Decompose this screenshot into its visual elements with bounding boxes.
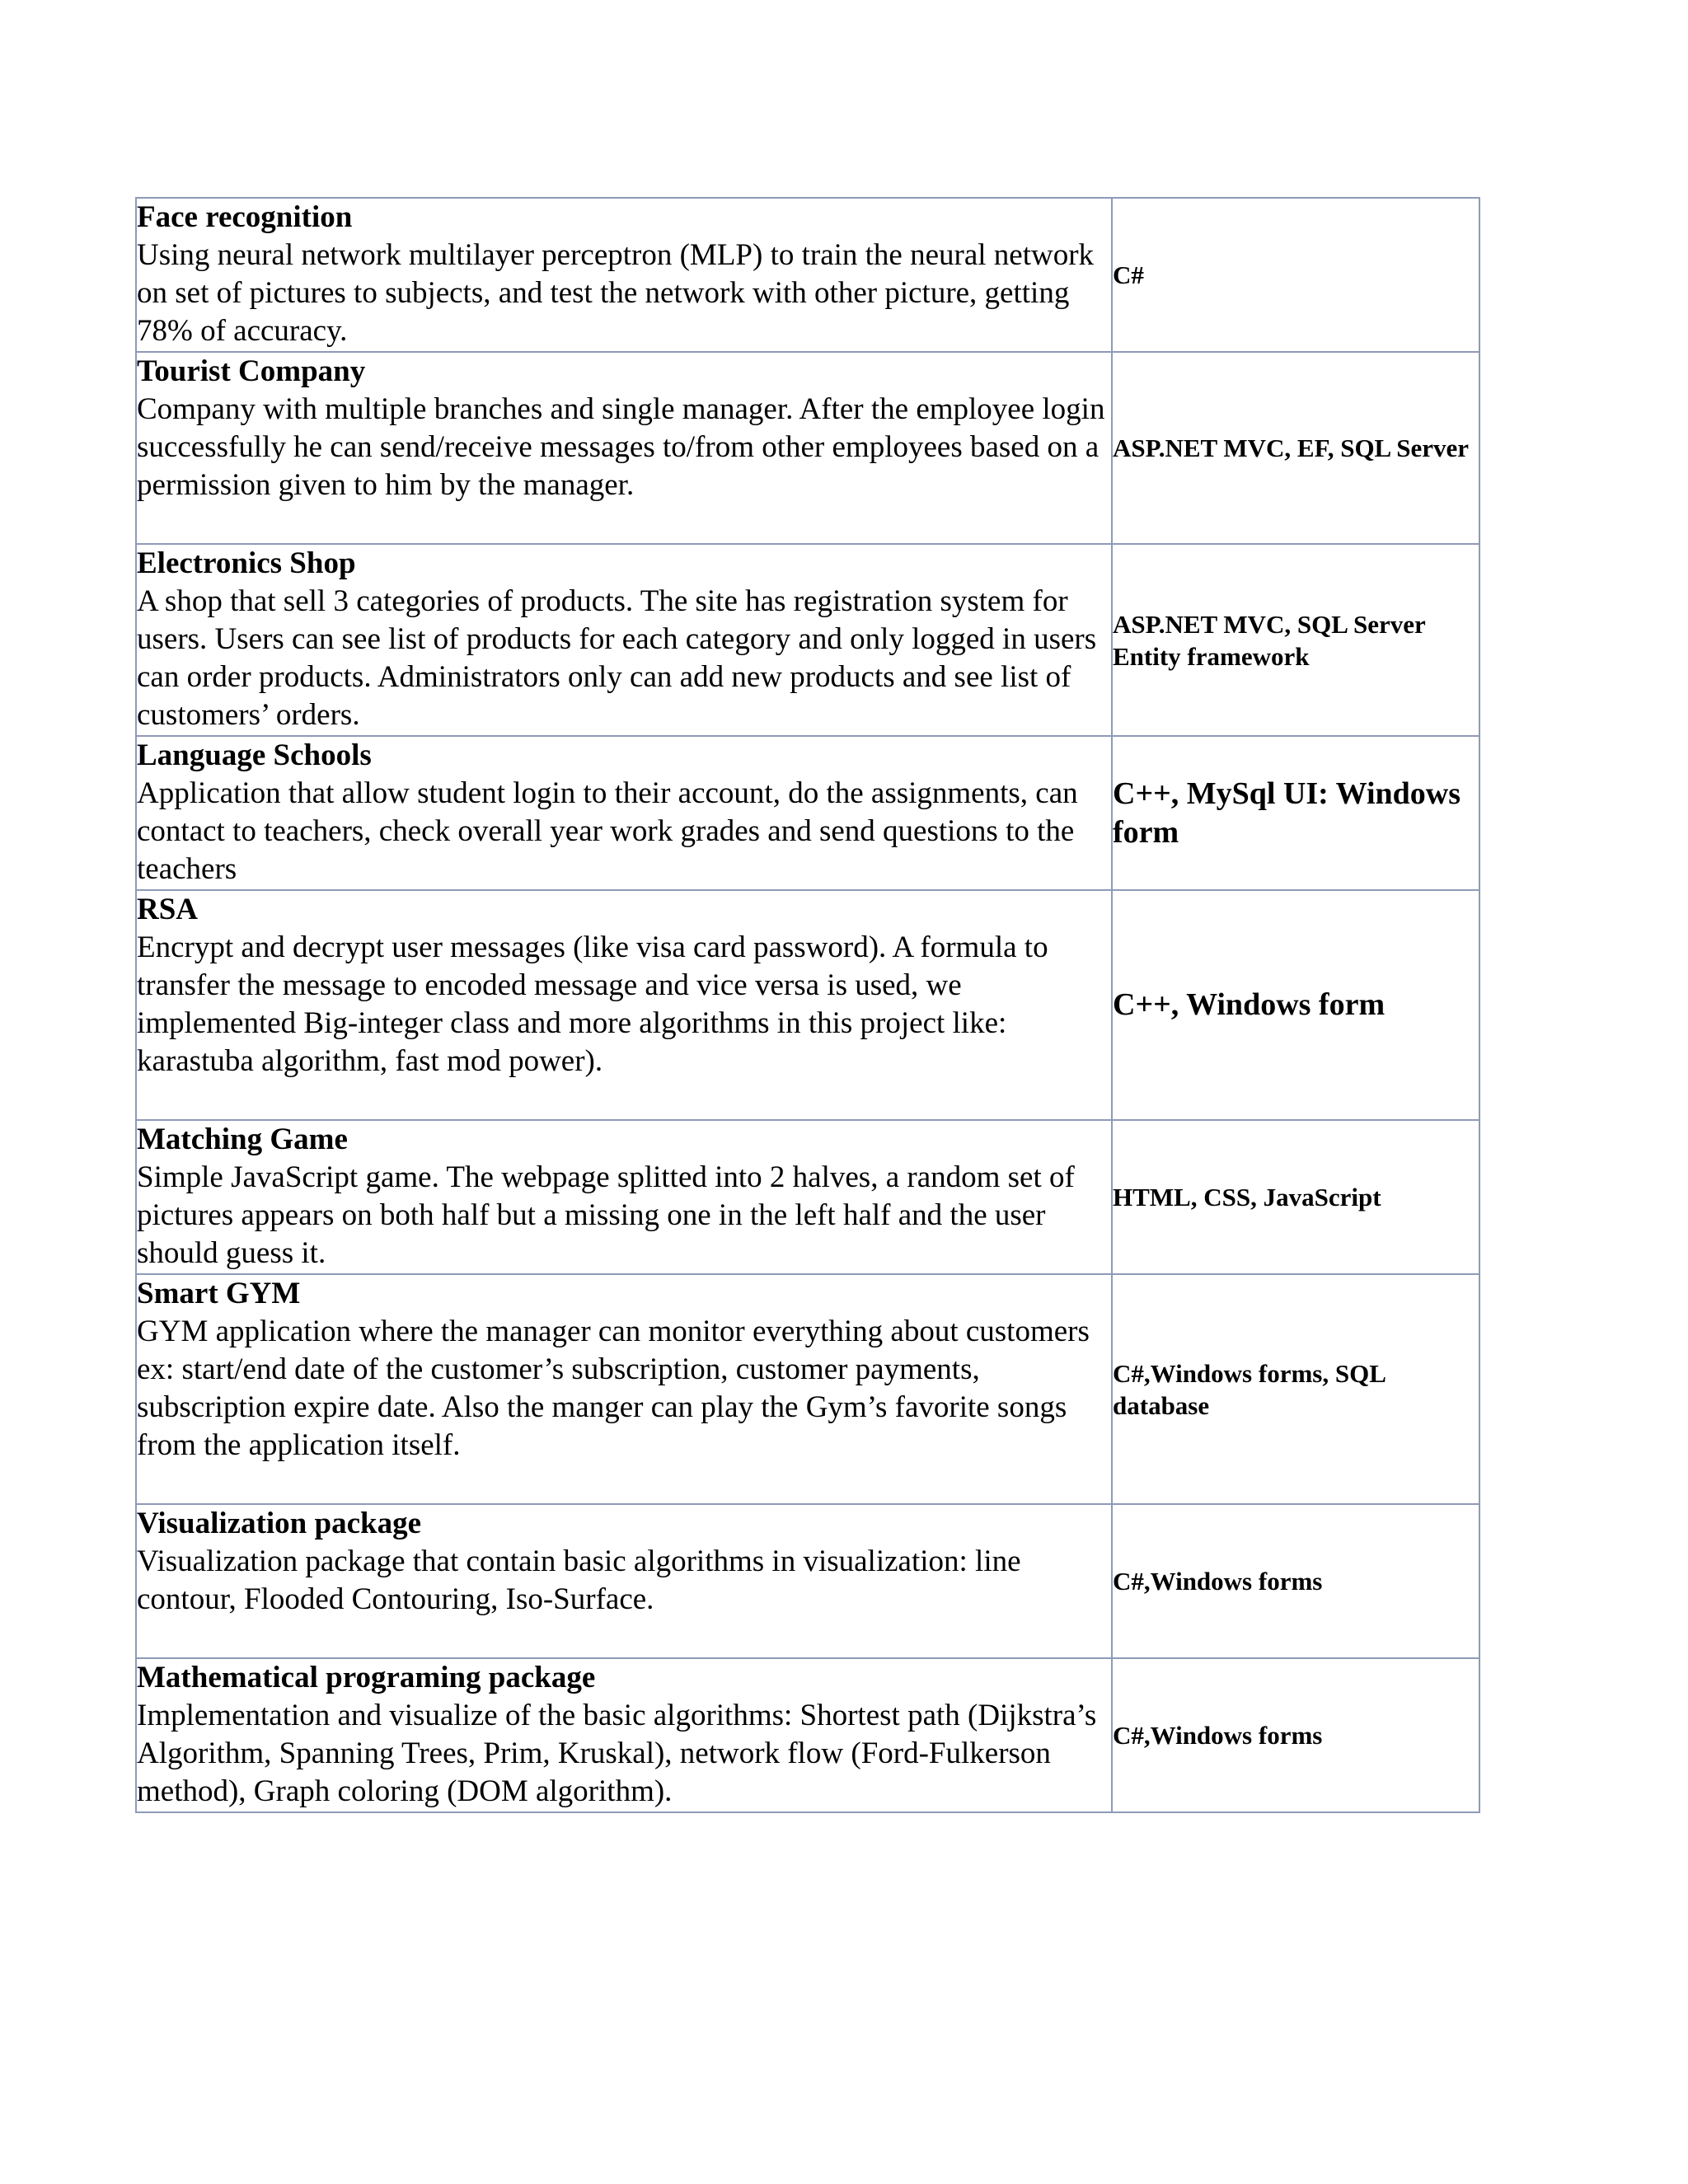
project-description-cell [136,890,1112,1120]
project-title: Language Schools [137,738,372,772]
project-title: RSA [137,893,199,926]
project-title: Visualization package [137,1507,422,1540]
project-tech: C#,Windows forms [1112,1504,1479,1658]
project-description-cell [136,1120,1112,1274]
project-title: Electronics Shop [137,546,356,580]
project-title: Tourist Company [137,354,366,388]
project-description-cell [136,198,1112,352]
table-row [136,890,1479,1120]
project-description: Encrypt and decrypt user messages (like visa card password). A formula to transfer the message to encoded message and vice versa is used, we implemented Big-integer class and more algorithms in this project like: karastuba algorithm, fast mod power). [137,930,1048,1078]
project-description: Company with multiple branches and single manager. After the employee login successfully he can send/receive messages to/from other employees based on a permission given to him by the manager. [137,392,1105,502]
project-tech: C++, MySql UI: Windows form [1112,736,1479,890]
project-tech: C#,Windows forms, SQL database [1112,1274,1479,1504]
project-title: Matching Game [137,1122,348,1156]
project-title: Mathematical programing package [137,1661,596,1694]
project-description-cell [136,352,1112,544]
table-row [136,1504,1479,1658]
project-description-cell [136,1504,1112,1658]
project-description: A shop that sell 3 categories of products. The site has registration system for users. Users can see list of products for each category and only logged in users can order products. Administrators only can add new products and see list of customers’ orders. [137,584,1097,732]
project-tech: C# [1112,198,1479,352]
table-row [136,352,1479,544]
project-title: Smart GYM [137,1277,301,1310]
project-tech: C++, Windows form [1112,890,1479,1120]
table-row [136,736,1479,890]
table-row [136,1658,1479,1812]
project-tech: HTML, CSS, JavaScript [1112,1120,1479,1274]
project-description: Using neural network multilayer perceptron (MLP) to train the neural network on set of pictures to subjects, and test the network with other picture, getting 78% of accuracy. [137,238,1095,348]
project-tech: C#,Windows forms [1112,1658,1479,1812]
project-description-cell [136,1658,1112,1812]
table-row [136,198,1479,352]
project-description: Implementation and visualize of the basic algorithms: Shortest path (Dijkstra’s Algorithm, Spanning Trees, Prim, Kruskal), network flow (Ford-Fulkerson method), Graph coloring (DOM algorithm). [137,1699,1097,1808]
project-description-cell [136,736,1112,890]
project-description: GYM application where the manager can monitor everything about customers ex: start/end date of the customer’s subscription, customer payments, subscription expire date. Also the manger can play the Gym’s favorite songs from the application itself. [137,1315,1090,1462]
table-row [136,1120,1479,1274]
projects-table [135,197,1480,1813]
project-description-cell [136,1274,1112,1504]
project-description-cell [136,544,1112,736]
project-title: Face recognition [137,200,353,234]
project-description: Application that allow student login to their account, do the assignments, can contact to teachers, check overall year work grades and send questions to the teachers [137,776,1078,886]
project-description: Simple JavaScript game. The webpage splitted into 2 halves, a random set of pictures appears on both half but a missing one in the left half and the user should guess it. [137,1160,1075,1270]
project-tech: ASP.NET MVC, EF, SQL Server [1112,352,1479,544]
table-row [136,1274,1479,1504]
project-tech: ASP.NET MVC, SQL Server Entity framework [1112,544,1479,736]
table-row [136,544,1479,736]
project-description: Visualization package that contain basic algorithms in visualization: line contour, Flooded Contouring, Iso-Surface. [137,1544,1021,1616]
